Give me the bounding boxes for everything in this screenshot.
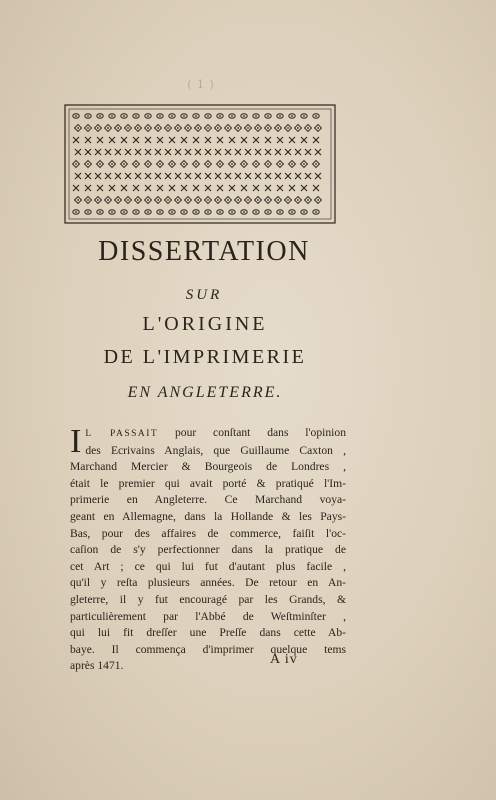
signature-mark: A iv <box>270 652 298 667</box>
drop-cap: I <box>70 423 82 460</box>
text-line: particulièrement par l'Abbé de Weſtminſter , <box>70 609 346 623</box>
text-line: était le premier qui avait porté & pratiqué l'Im- <box>70 476 346 490</box>
text-line: après 1471. <box>70 659 124 673</box>
text-line: qu'il y reſta plusieurs années. De retour en An- <box>70 576 346 590</box>
text-line: cet Art ; ce qui lui fut d'autant plus facile , <box>70 559 346 573</box>
title-angleterre: EN ANGLETERRE. <box>127 384 283 401</box>
text-line: qui lui fit dreſſer une Preſſe dans cette Ab- <box>70 626 346 640</box>
text-line: Bas, pour des affaires de commerce, faiſit l'oc- <box>70 526 346 540</box>
ornament-pattern <box>73 114 322 214</box>
text-line: geant en Allemagne, dans la Hollande & les Pays- <box>70 509 346 523</box>
title-origine: L'ORIGINE <box>142 313 268 335</box>
text-line: L PASSAIT pour conſtant dans l'opinion <box>85 426 346 439</box>
title-dissertation: DISSERTATION <box>98 236 310 267</box>
text-line: baye. Il commença d'imprimer quelque tems <box>70 642 346 656</box>
text-line: des Ecrivains Anglais, que Guillaume Caxton , <box>85 443 346 457</box>
page-number: ( 1 ) <box>187 78 215 91</box>
body-paragraph <box>70 425 346 675</box>
text-line: gleterre, il y fut encouragé par les Grands, & <box>70 592 346 606</box>
title-sur: SUR <box>185 287 223 303</box>
ornamental-headpiece <box>64 104 336 224</box>
text-line: Marchand Mercier & Bourgeois de Londres , <box>70 460 346 474</box>
text-line: primerie en Angleterre. Ce Marchand voya- <box>70 493 346 507</box>
text-line: caſion de s'y perfectionner dans la pratique de <box>70 543 346 557</box>
title-imprimerie: DE L'IMPRIMERIE <box>103 346 307 368</box>
